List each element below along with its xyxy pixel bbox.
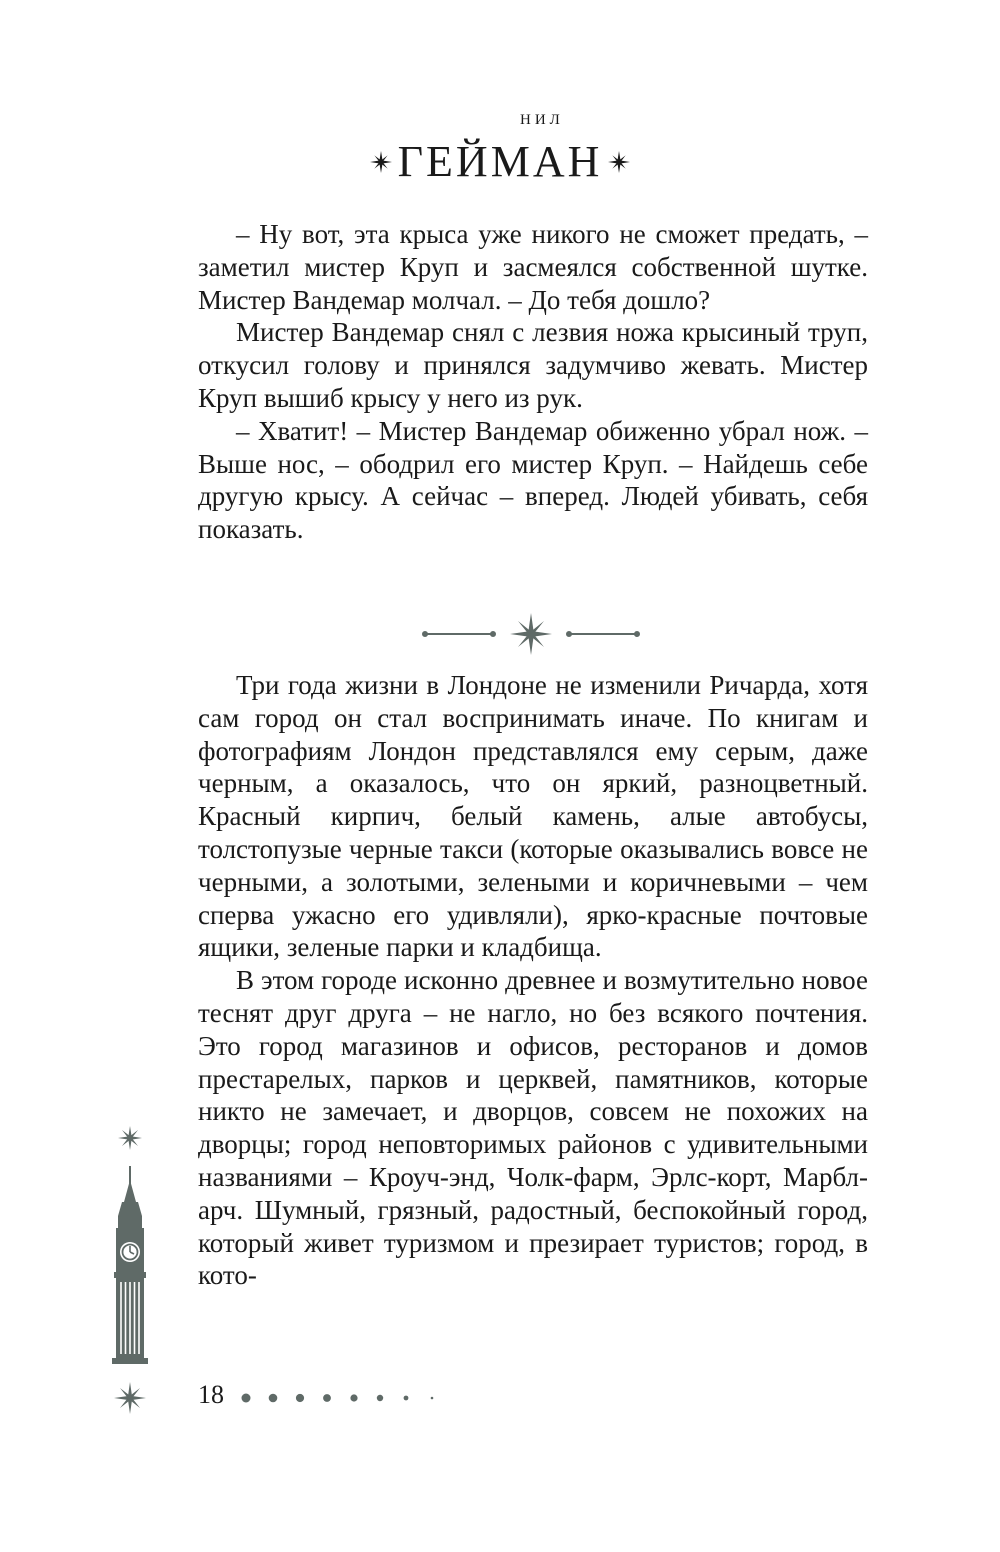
paragraph: В этом городе исконно древнее и возмутительно новое теснят друг друга – не нагло, но без всякого почтения. Это город магазинов и офисов, ресторанов и домов престарелых, парков и церквей, памятников, которые никто не замечает, и дворцов, совсем не похожих на дворцы; город неповторимых районов с удивительными названиями – Кроуч-энд, Чолк-фарм, Эрлс-корт, Марбл-арч. Шумный, грязный, радостный, беспокойный город, который живет туризмом и презирает туристов; город, в кото- [198, 965, 868, 1291]
page-number: 18 [198, 1380, 224, 1409]
section-divider-ornament [420, 612, 642, 656]
small-star-icon [118, 1126, 142, 1150]
section-1-text [198, 218, 868, 546]
paragraph: – Ну вот, эта крыса уже никого не сможет предать, – заметил мистер Круп и засмеялся собственной шутке. Мистер Вандемар молчал. – До тебя дошло? [198, 219, 868, 315]
star-ornament-icon [370, 151, 392, 173]
paragraph: Три года жизни в Лондоне не изменили Ричарда, хотя сам город он стал воспринимать иначе. По книгам и фотографиям Лондон представлялся ему серым, даже черным, а оказалось, что он яркий, разноцветный. Красный кирпич, белый камень, алые автобусы, толстопузые черные такси (которые оказывались вовсе не черными, а золотыми, зелеными и коричневыми – чем сперва ужасно его удивляли), ярко-красные почтовые ящики, зеленые парки и кладбища. [198, 670, 868, 963]
star-ornament-icon [608, 151, 630, 173]
paragraph: – Хватит! – Мистер Вандемар обиженно убрал нож. – Выше нос, – ободрил его мистер Круп. – Найдешь себе другую крысу. А сейчас – вперед. Людей убивать, себя показать. [198, 415, 868, 545]
author-first-name: НИЛ [520, 112, 564, 128]
page-number-dots-ornament [240, 1388, 440, 1408]
small-star-icon [114, 1382, 146, 1414]
author-last-name: ГЕЙМАН [397, 137, 603, 186]
paragraph: Мистер Вандемар снял с лезвия ножа крысиный труп, откусил голову и принялся задумчиво жевать. Мистер Круп вышиб крысу у него из рук. [198, 317, 868, 413]
star-divider-icon [510, 613, 552, 655]
big-ben-tower-icon [104, 1122, 156, 1422]
section-2-text [198, 669, 868, 1292]
author-last-name-line [0, 137, 1000, 186]
